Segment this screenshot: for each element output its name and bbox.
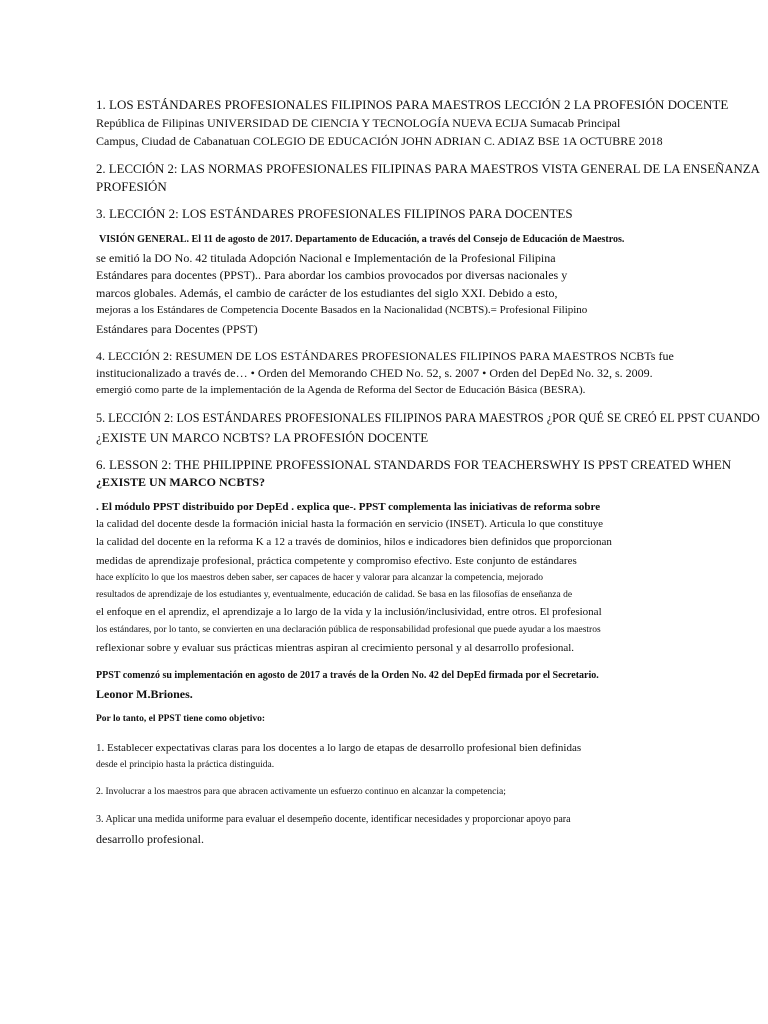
objective-1-cont: desde el principio hasta la práctica distinguida. bbox=[96, 760, 275, 770]
section-6-line: reflexionar sobre y evaluar sus prácticas mientras aspiran al crecimiento personal y al desarrollo profesional. bbox=[96, 642, 575, 654]
section-6-line: los estándares, por lo tanto, se convierten en una declaración pública de responsabilidad profesional que puede ayudar a los maestros bbox=[96, 625, 601, 635]
section-6-heading-cont: ¿EXISTE UN MARCO NCBTS? bbox=[96, 475, 266, 489]
section-3-overview: VISIÓN GENERAL. El 11 de agosto de 2017. Departamento de Educación, a través del Consejo de Educación de Maestros. bbox=[99, 234, 625, 245]
section-3-line: Estándares para Docentes (PPST) bbox=[96, 322, 258, 336]
section-6-line: resultados de aprendizaje de los estudiantes y, eventualmente, educación de calidad. Se basa en las filosofías de enseñanza de bbox=[96, 590, 573, 600]
section-3-line: se emitió la DO No. 42 titulada Adopción Nacional e Implementación de la Profesional Filipina bbox=[96, 251, 556, 265]
section-5-heading: 5. LECCIÓN 2: LOS ESTÁNDARES PROFESIONALES FILIPINOS PARA MAESTROS ¿POR QUÉ SE CREÓ EL PPST CUANDO bbox=[96, 410, 760, 425]
section-3-heading: 3. LECCIÓN 2: LOS ESTÁNDARES PROFESIONALES FILIPINOS PARA DOCENTES bbox=[96, 206, 573, 221]
section-6-intro: . El módulo PPST distribuido por DepEd . explica que-. PPST complementa las iniciativas de reforma sobre bbox=[96, 501, 601, 513]
section-2-heading-cont: PROFESIÓN bbox=[96, 179, 167, 194]
section-6-line: medidas de aprendizaje profesional, práctica competente y compromiso efectivo. Este conjunto de estándares bbox=[96, 555, 577, 567]
section-1-line: República de Filipinas UNIVERSIDAD DE CIENCIA Y TECNOLOGÍA NUEVA ECIJA Sumacab Principal bbox=[96, 116, 621, 130]
section-3-line: marcos globales. Además, el cambio de carácter de los estudiantes del siglo XXI. Debido a esto, bbox=[96, 286, 558, 300]
section-6-line: el enfoque en el aprendiz, el aprendizaje a lo largo de la vida y la inclusión/inclusividad, entre otros. El profesional bbox=[96, 606, 602, 618]
section-4-line: institucionalizado a través de… • Orden del Memorando CHED No. 52, s. 2007 • Orden del DepEd No. 32, s. 2009. bbox=[96, 366, 653, 380]
section-6-line: hace explícito lo que los maestros deben saber, ser capaces de hacer y valorar para alcanzar la competencia, mejorado bbox=[96, 573, 543, 583]
section-5-heading-cont: ¿EXISTE UN MARCO NCBTS? LA PROFESIÓN DOCENTE bbox=[96, 430, 429, 445]
section-4-heading: 4. LECCIÓN 2: RESUMEN DE LOS ESTÁNDARES PROFESIONALES FILIPINOS PARA MAESTROS NCBTs fue bbox=[96, 349, 674, 363]
section-1-heading: 1. LOS ESTÁNDARES PROFESIONALES FILIPINOS PARA MAESTROS LECCIÓN 2 LA PROFESIÓN DOCENTE bbox=[96, 97, 729, 112]
section-3-line: Estándares para docentes (PPST).. Para abordar los cambios provocados por diversas nacionales y bbox=[96, 268, 568, 282]
section-6-heading: 6. LESSON 2: THE PHILIPPINE PROFESSIONAL STANDARDS FOR TEACHERSWHY IS PPST CREATED WHEN bbox=[96, 457, 732, 472]
section-6-line: la calidad del docente en la reforma K a 12 a través de dominios, hilos e indicadores bien definidos que proporcionan bbox=[96, 536, 612, 548]
section-1-line: Campus, Ciudad de Cabanatuan COLEGIO DE EDUCACIÓN JOHN ADRIAN C. ADIAZ BSE 1A OCTUBRE 2018 bbox=[96, 134, 663, 148]
implementation-line: PPST comenzó su implementación en agosto de 2017 a través de la Orden No. 42 del DepEd firmada por el Secretario. bbox=[96, 670, 599, 681]
objective-intro: Por lo tanto, el PPST tiene como objetivo: bbox=[96, 714, 266, 724]
section-6-line: la calidad del docente desde la formación inicial hasta la formación en servicio (INSET). Articula lo que constituye bbox=[96, 518, 604, 530]
objective-1: 1. Establecer expectativas claras para los docentes a lo largo de etapas de desarrollo profesional bien definidas bbox=[96, 742, 582, 754]
objective-3-cont: desarrollo profesional. bbox=[96, 832, 204, 846]
objective-2: 2. Involucrar a los maestros para que abracen activamente un esfuerzo continuo en alcanzar la competencia; bbox=[96, 787, 506, 797]
section-4-line: emergió como parte de la implementación de la Agenda de Reforma del Sector de Educación Básica (BESRA). bbox=[96, 384, 586, 396]
section-3-line: mejoras a los Estándares de Competencia Docente Basados en la Nacionalidad (NCBTS).= Profesional Filipino bbox=[96, 304, 588, 316]
signatory-name: Leonor M.Briones. bbox=[96, 687, 193, 701]
objective-3: 3. Aplicar una medida uniforme para evaluar el desempeño docente, identificar necesidades y proporcionar apoyo para bbox=[96, 814, 571, 825]
section-2-heading: 2. LECCIÓN 2: LAS NORMAS PROFESIONALES FILIPINAS PARA MAESTROS VISTA GENERAL DE LA ENSEÑANZA bbox=[96, 161, 760, 176]
